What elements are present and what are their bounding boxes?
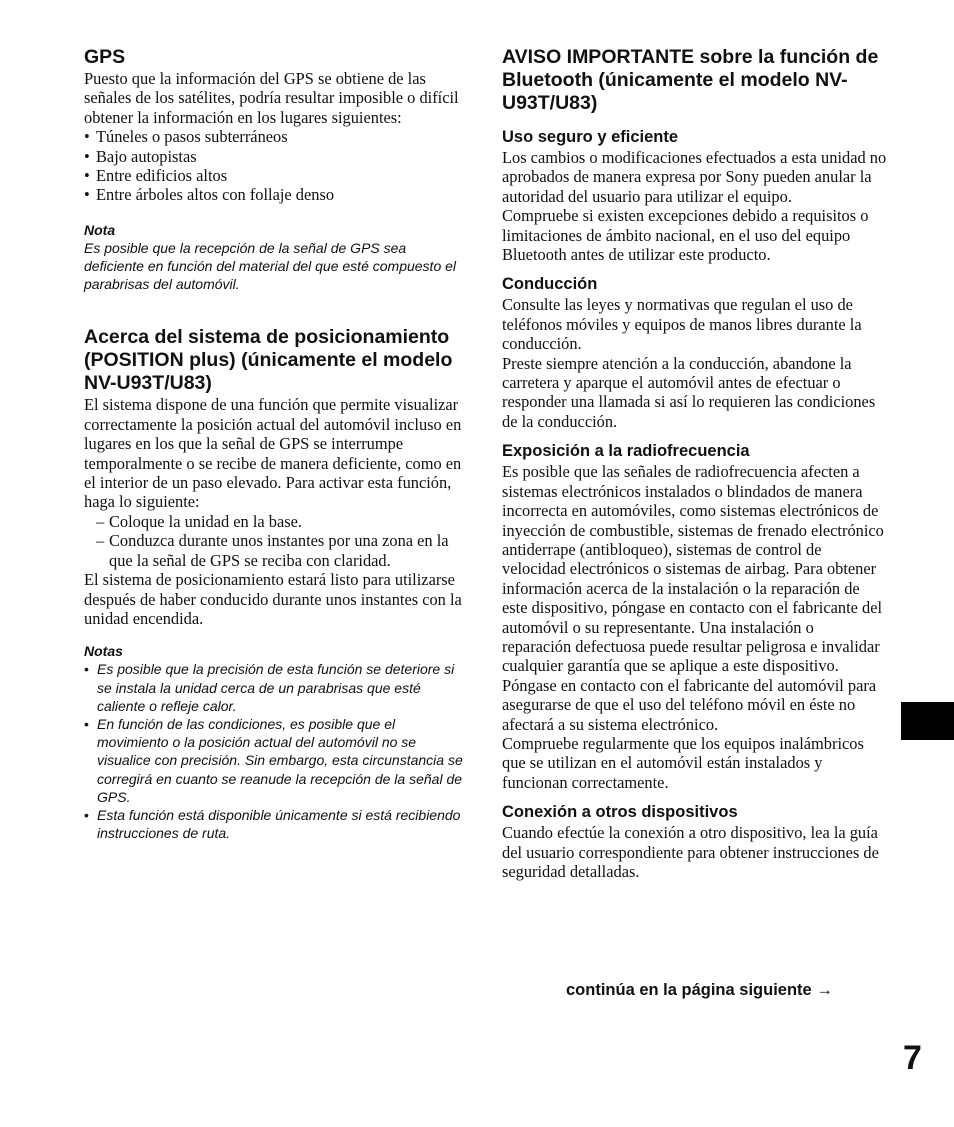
bullet-icon: • [84,166,90,186]
conduccion-paragraph-2: Preste siempre atención a la conducción, abandone la carretera y aparque el automóvil antes de efectuar o responder una llamada si así lo requieren las condiciones de la conducción. [502,353,876,431]
uso-paragraph-1: Los cambios o modificaciones efectuados a esta unidad no aprobados de manera expresa por Sony pueden anular la autoridad del usuario para utilizar el equipo. [502,148,887,206]
continue-indicator [566,980,833,1000]
note-item: • Es posible que la precisión de esta función se deteriore si se instala la unidad cerca de un parabrisas que esté caliente o refleje calor. [84,661,455,714]
radio-heading: Exposición a la radiofrecuencia [502,442,750,461]
note-item: • Esta función está disponible únicamente si está recibiendo instrucciones de ruta. [84,806,461,842]
list-item: – Coloque la unidad en la base. [96,511,302,531]
list-item: • Entre edificios altos [84,166,228,186]
radio-paragraph-2: Póngase en contacto con el fabricante del automóvil para asegurarse de que el uso del teléfono móvil en éste no afectará a su sistema electrónico. [502,675,877,734]
position-outro: El sistema de posicionamiento estará listo para utilizarse después de haber conducido durante unos instantes con la unidad encendida. [84,570,462,628]
position-steps [84,512,470,570]
dash-icon: – [96,511,105,531]
conexion-paragraph-1: Cuando efectúe la conexión a otro dispositivo, lea la guía del usuario correspondiente para obtener instrucciones de seguridad detalladas. [502,823,879,881]
bullet-icon: • [84,146,90,166]
conexion-heading: Conexión a otros dispositivos [502,803,738,822]
bullet-icon: • [84,185,90,205]
uso-heading: Uso seguro y eficiente [502,128,679,146]
list-item: • Entre árboles altos con follaje denso [84,185,335,205]
position-notes [84,660,470,842]
arrow-right-icon: → [816,981,833,999]
conduccion-heading: Conducción [502,275,598,294]
gps-note-title: Nota [84,221,116,238]
gps-intro: Puesto que la información del GPS se obtiene de las señales de los satélites, podría resultar imposible o difícil obtener la información en los lugares siguientes: [84,69,459,127]
list-item: • Bajo autopistas [84,146,197,166]
radio-paragraph-1: Es posible que las señales de radiofrecuencia afecten a sistemas electrónicos instalados o blindados de manera incorrecta en automóviles, como sistemas electrónicos de inyección de combustible, sistemas de frenado electrónico antiderrape (antibloqueo), sistemas de control de velocidad electrónicos o sistemas de airbag. Para obtener información acerca de la instalación o la reparación de este dispositivo, póngase en contacto con el fabricante del automóvil o su representante. Una instalación o reparación defectuosa puede resultar peligrosa e invalidar cualquier garantía que se aplique a este dispositivo. [502,462,884,676]
gps-note-text: Es posible que la recepción de la señal de GPS sea deficiente en función del material del que esté compuesto el parabrisas del automóvil. [84,239,457,293]
gps-bullet-list [84,127,470,205]
position-heading: Acerca del sistema de posicionamiento (POSITION plus) (únicamente el modelo NV-U93T/U83) [84,326,453,395]
position-notes-title: Notas [84,643,123,660]
bullet-icon: • [84,127,90,147]
list-item: – Conduzca durante unos instantes por una zona en la que la señal de GPS se reciba con claridad. [96,531,449,570]
left-column [84,46,470,842]
right-column [502,46,887,881]
dash-icon: – [96,531,105,551]
uso-paragraph-2: Compruebe si existen excepciones debido a requisitos o limitaciones de ámbito nacional, en el uso del equipo Bluetooth antes de utilizar este producto. [502,206,869,265]
gps-heading: GPS [84,46,126,68]
list-item: • Túneles o pasos subterráneos [84,127,288,147]
page-number: 7 [903,1039,922,1077]
section-tab-marker [901,702,954,740]
conduccion-paragraph-1: Consulte las leyes y normativas que regulan el uso de teléfonos móviles y equipos de manos libres durante la conducción. [502,295,862,354]
radio-paragraph-3: Compruebe regularmente que los equipos inalámbricos que se utilizan en el automóvil están instalados y funcionan correctamente. [502,733,864,792]
bullet-icon: • [84,715,89,732]
bullet-icon: • [84,661,89,678]
continue-label: continúa en la página siguiente [566,981,812,999]
bullet-icon: • [84,806,89,823]
bluetooth-heading: AVISO IMPORTANTE sobre la función de Bluetooth (únicamente el modelo NV-U93T/U83) [502,46,879,114]
position-intro: El sistema dispone de una función que permite visualizar correctamente la posición actual del automóvil incluso en lugares en los que la señal de GPS se interrumpe temporalmente o se recibe de manera deficiente, como en el interior de un paso elevado. Para activar esta función, haga lo siguiente: [84,395,462,512]
note-item: • En función de las condiciones, es posible que el movimiento o la posición actual del automóvil no se visualice con precisión. Sin embargo, esta circunstancia se corregirá en cuanto se reanude la recepción de la señal de GPS. [84,715,463,805]
